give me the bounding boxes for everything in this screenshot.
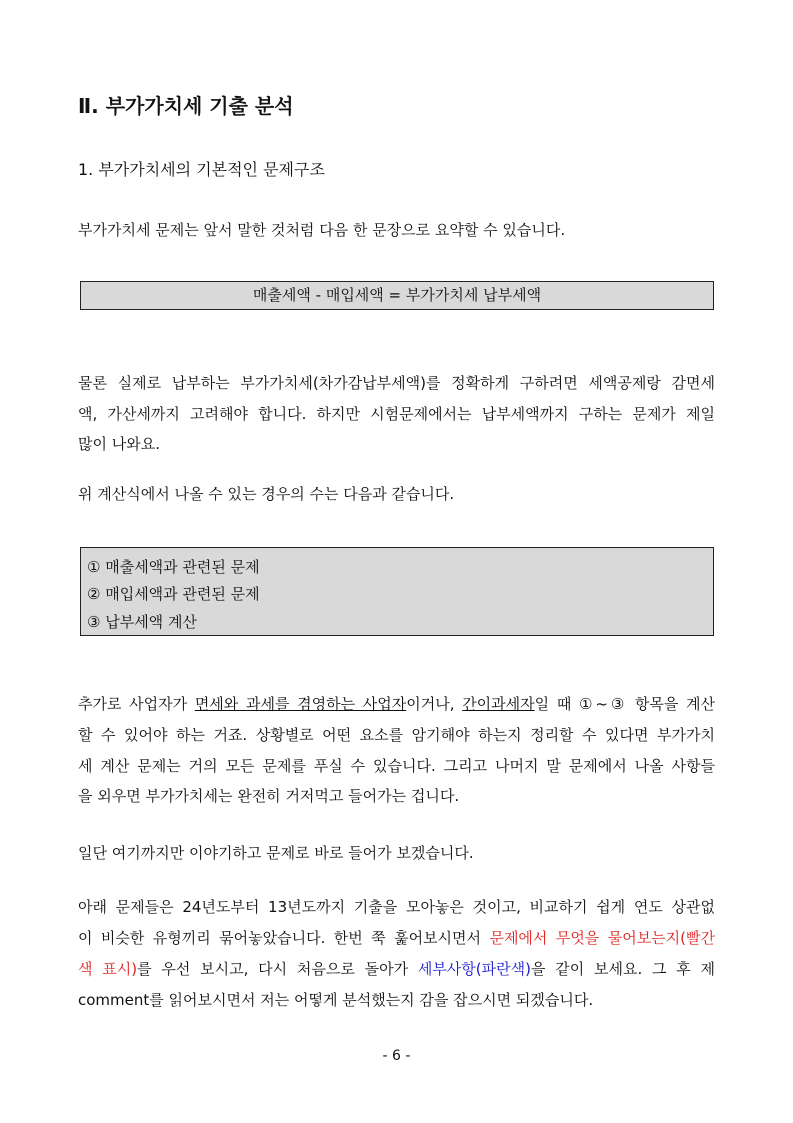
- chapter-title: Ⅱ. 부가가치세 기출 분석: [78, 94, 294, 118]
- red-highlight-text: 색 표시): [78, 960, 138, 978]
- text: 를 우선 보시고, 다시 처음으로 돌아가: [137, 960, 418, 978]
- text: 이 비슷한 유형끼리 묶어놓았습니다. 한번 쭉 훑어보시면서: [78, 929, 490, 947]
- paragraph-line: comment를 읽어보시면서 저는 어떻게 분석했는지 감을 잡으시면 되겠습니다.: [78, 991, 594, 1009]
- paragraph-line: 아래 문제들은 24년도부터 13년도까지 기출을 모아놓은 것이고, 비교하기 쉽게 연도 상관없: [78, 898, 715, 916]
- formula-box: 매출세액 - 매입세액 = 부가가치세 납부세액: [80, 281, 714, 310]
- paragraph-line: 세 계산 문제는 거의 모든 문제를 푸실 수 있습니다. 그리고 나머지 말 문제에서 나올 사항들: [78, 757, 715, 775]
- cases-box: [80, 547, 714, 636]
- paragraph-line: [78, 693, 715, 714]
- underlined-text: 면세와 과세를 겸영하는 사업자: [194, 695, 407, 713]
- blue-highlight-text: 세부사항(파란색): [417, 960, 531, 978]
- paragraph-line: 물론 실제로 납부하는 부가가치세(차가감납부세액)를 정확하게 구하려면 세액공제랑 감면세: [78, 374, 715, 392]
- red-highlight-text: 문제에서 무엇을 물어보는지(빨간: [489, 929, 715, 947]
- page-number: - 6 -: [382, 1048, 411, 1064]
- paragraph-line: 많이 나와요.: [78, 435, 160, 453]
- paragraph-line: 을 외우면 부가가치세는 완전히 거저먹고 들어가는 겁니다.: [78, 787, 460, 805]
- paragraph-line: 위 계산식에서 나올 수 있는 경우의 수는 다음과 같습니다.: [78, 485, 455, 503]
- underlined-text: 간이과세자: [462, 695, 535, 713]
- text: 일 때 ①~③ 항목을 계산: [534, 695, 716, 713]
- paragraph-line: 할 수 있어야 하는 거죠. 상황별로 어떤 요소를 암기해야 하는지 정리할 수 있다면 부가가치: [78, 726, 715, 744]
- paragraph-line: [78, 927, 715, 948]
- case-item: ③ 납부세액 계산: [87, 613, 197, 631]
- section-heading: 1. 부가가치세의 기본적인 문제구조: [78, 160, 325, 179]
- text: 추가로 사업자가: [78, 695, 195, 713]
- paragraph-line: 일단 여기까지만 이야기하고 문제로 바로 들어가 보겠습니다.: [78, 844, 474, 862]
- paragraph-line: 액, 가산세까지 고려해야 합니다. 하지만 시험문제에서는 납부세액까지 구하는 문제가 제일: [78, 405, 715, 423]
- text: 이거나,: [406, 695, 463, 713]
- text: 을 같이 보세요. 그 후 제: [530, 960, 715, 978]
- intro-text: 부가가치세 문제는 앞서 말한 것처럼 다음 한 문장으로 요약할 수 있습니다.: [78, 221, 566, 239]
- case-item: ① 매출세액과 관련된 문제: [87, 558, 260, 576]
- paragraph-line: [78, 958, 715, 979]
- case-item: ② 매입세액과 관련된 문제: [87, 585, 260, 603]
